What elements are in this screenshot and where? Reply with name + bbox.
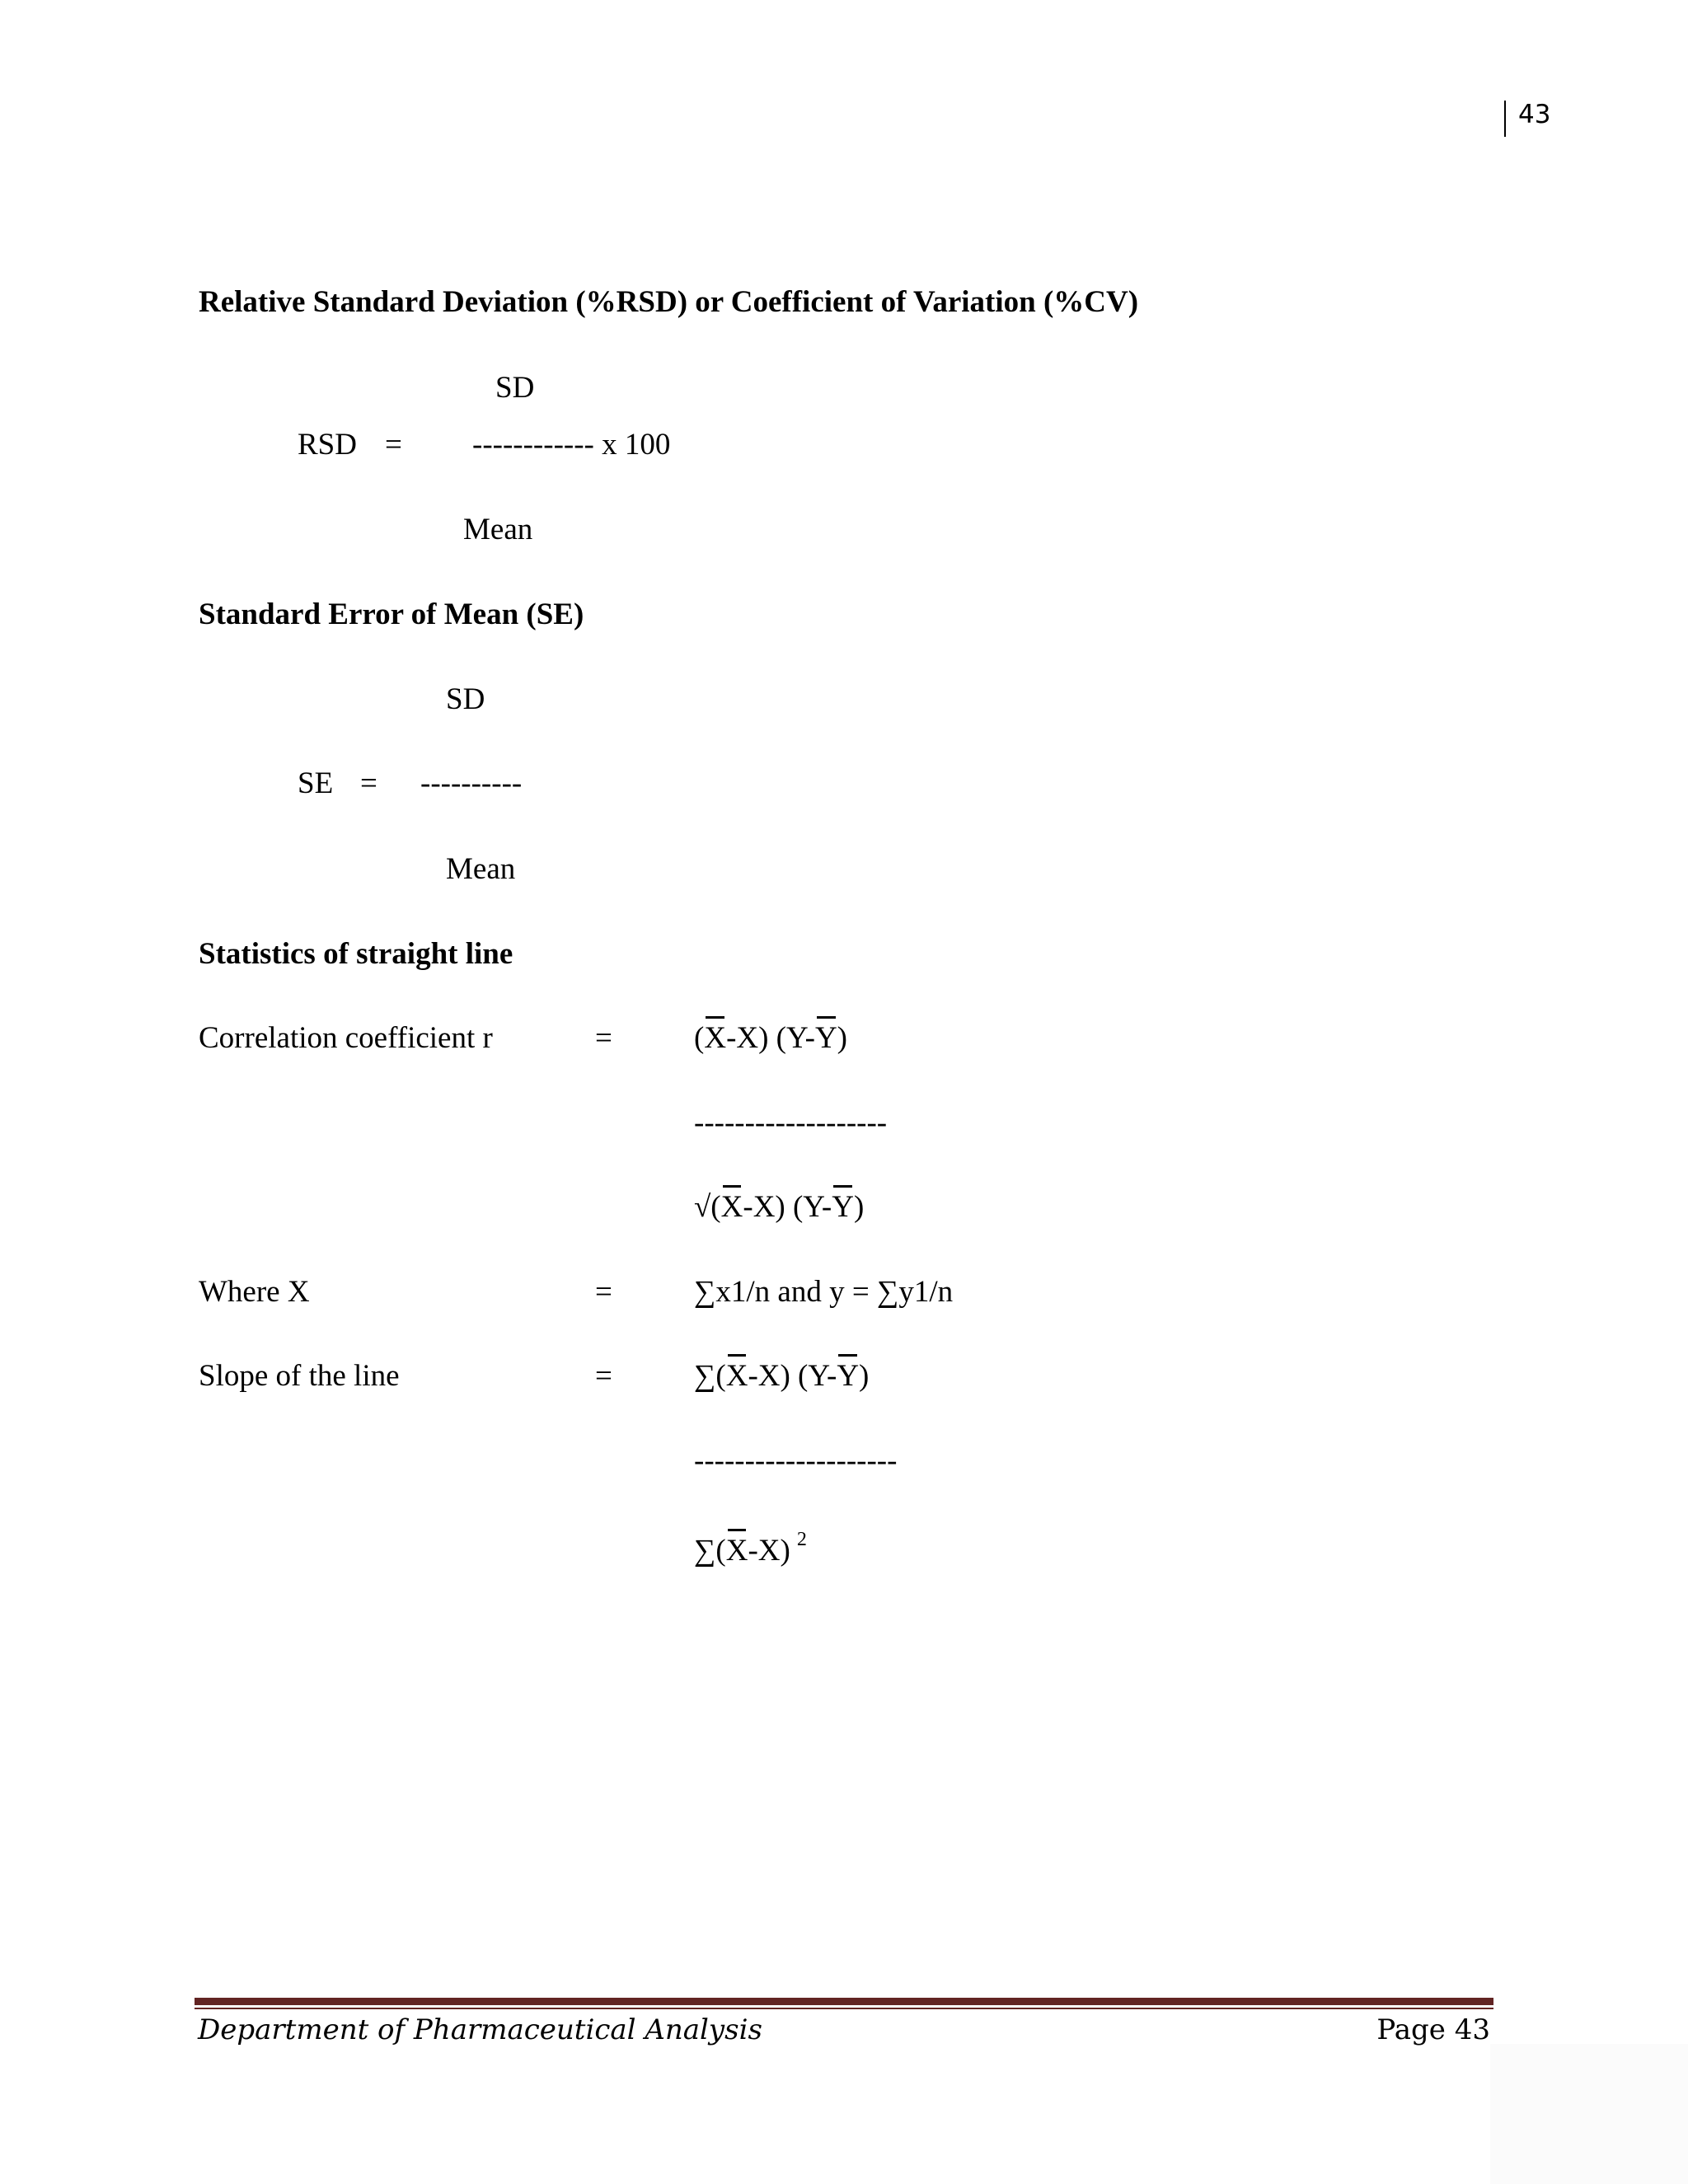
expr-part: ∑(	[694, 1359, 726, 1393]
footer-rule	[195, 1998, 1493, 2005]
header-divider	[1504, 101, 1506, 137]
correlation-numerator	[694, 1023, 847, 1053]
expr-part: -X) (Y-	[726, 1021, 815, 1055]
expr-part: )	[837, 1021, 847, 1055]
slope-equals: =	[595, 1359, 612, 1393]
expr-part: -X) (Y-	[743, 1190, 832, 1224]
footer-page-label: Page 43	[1376, 2013, 1490, 2046]
x-bar-symbol: X	[725, 1534, 748, 1568]
se-numerator: SD	[446, 682, 485, 716]
rsd-fraction-line: ------------ x 100	[472, 428, 671, 462]
expr-part: √(	[694, 1190, 721, 1224]
rsd-denominator: Mean	[463, 513, 533, 546]
se-denominator: Mean	[446, 852, 516, 886]
correlation-label: Correlation coefficient r	[199, 1021, 493, 1055]
expr-part: ∑(	[694, 1534, 726, 1568]
where-label: Where X	[199, 1275, 310, 1309]
header-page-number: 43	[1518, 100, 1551, 129]
expr-part: (	[694, 1021, 705, 1055]
correlation-denominator	[694, 1192, 864, 1222]
expr-part: )	[859, 1359, 870, 1393]
correlation-equals: =	[595, 1021, 612, 1055]
y-bar-symbol: Y	[837, 1359, 860, 1393]
y-bar-symbol: Y	[832, 1190, 854, 1224]
x-bar-symbol: X	[704, 1021, 727, 1055]
where-value: ∑x1/n and y = ∑y1/n	[694, 1275, 954, 1309]
expr-part: -X)	[748, 1534, 790, 1568]
se-fraction-line: ----------	[420, 766, 523, 800]
where-equals: =	[595, 1275, 612, 1309]
footer-rule-thin	[195, 2008, 1493, 2009]
se-heading: Standard Error of Mean (SE)	[199, 598, 584, 631]
x-bar-symbol: X	[720, 1190, 743, 1224]
rsd-numerator: SD	[495, 371, 535, 405]
se-equals: =	[360, 766, 377, 800]
slope-label: Slope of the line	[199, 1359, 400, 1393]
expr-part: )	[853, 1190, 865, 1224]
rsd-equals: =	[385, 428, 402, 462]
y-bar-symbol: Y	[814, 1021, 837, 1055]
footer-department: Department of Pharmaceutical Analysis	[198, 2013, 762, 2046]
x-bar-symbol: X	[725, 1359, 748, 1393]
rsd-lhs: RSD	[298, 428, 357, 462]
expr-part: -X) (Y-	[748, 1359, 837, 1393]
straight-line-heading: Statistics of straight line	[199, 937, 513, 971]
correlation-fraction-line: -------------------	[694, 1106, 888, 1140]
slope-denominator	[694, 1530, 807, 1566]
rsd-heading: Relative Standard Deviation (%RSD) or Coefficient of Variation (%CV)	[199, 285, 1139, 319]
page-edge-shade	[1490, 2044, 1688, 2184]
slope-numerator	[694, 1361, 869, 1391]
exponent: 2	[796, 1529, 807, 1550]
slope-fraction-line: --------------------	[694, 1444, 898, 1478]
se-lhs: SE	[298, 766, 334, 800]
